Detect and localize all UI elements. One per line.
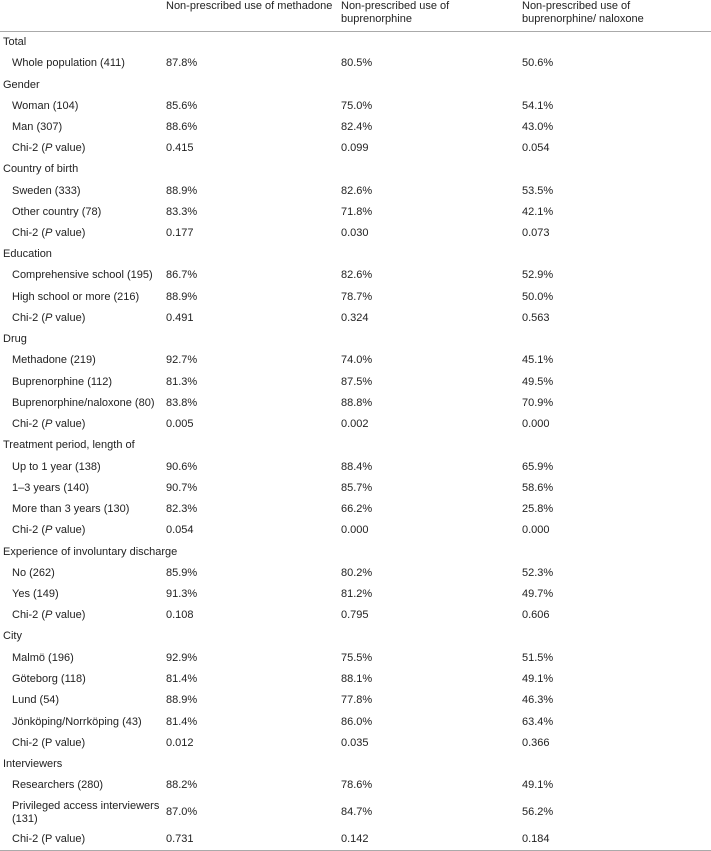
section-title: Interviewers xyxy=(3,757,63,770)
value-cell: 74.0% xyxy=(341,354,373,367)
row-label: Lund (54) xyxy=(12,694,60,707)
value-cell: 0.054 xyxy=(166,524,194,537)
table-row xyxy=(0,562,711,583)
value-cell: 88.9% xyxy=(166,184,198,197)
row-label-suffix: value) xyxy=(52,312,86,325)
row-label: Whole population (411) xyxy=(12,57,125,70)
value-cell: 82.4% xyxy=(341,120,373,133)
value-cell: 0.000 xyxy=(341,524,369,537)
table-row xyxy=(0,308,711,329)
table-row xyxy=(0,477,711,498)
section-row xyxy=(0,626,711,647)
table-row xyxy=(0,286,711,307)
value-cell: 0.415 xyxy=(166,142,194,155)
value-cell: 65.9% xyxy=(522,460,554,473)
row-label-p: P xyxy=(45,524,53,537)
row-label-suffix: value) xyxy=(52,418,86,431)
row-label-p: P xyxy=(45,227,53,240)
value-cell: 50.6% xyxy=(522,57,554,70)
row-label-text: Chi-2 ( xyxy=(12,227,46,240)
row-label: Malmö (196) xyxy=(12,651,74,664)
section-row xyxy=(0,32,711,54)
value-cell: 86.0% xyxy=(341,715,373,728)
table-row xyxy=(0,393,711,414)
section-title: Education xyxy=(3,248,52,261)
table-row xyxy=(0,180,711,201)
row-label: No (262) xyxy=(12,566,55,579)
table-row xyxy=(0,605,711,626)
row-label: Comprehensive school (195) xyxy=(12,269,153,282)
section-title: Country of birth xyxy=(3,163,79,176)
section-title: Drug xyxy=(3,333,27,346)
value-cell: 77.8% xyxy=(341,694,373,707)
table-row xyxy=(0,669,711,690)
value-cell: 56.2% xyxy=(522,806,554,819)
row-label: Göteborg (118) xyxy=(12,672,86,685)
value-cell: 80.2% xyxy=(341,566,373,579)
value-cell: 0.099 xyxy=(341,142,369,155)
value-cell: 54.1% xyxy=(522,99,554,112)
row-label xyxy=(0,223,166,244)
value-cell: 88.1% xyxy=(341,672,373,685)
value-cell: 49.1% xyxy=(522,672,554,685)
row-label: Privileged access interviewers (131) xyxy=(12,800,160,825)
value-cell: 0.177 xyxy=(166,227,194,240)
value-cell: 88.9% xyxy=(166,694,198,707)
row-label: Buprenorphine (112) xyxy=(12,375,113,388)
row-label-text: Chi-2 ( xyxy=(12,524,46,537)
value-cell: 81.2% xyxy=(341,588,373,601)
value-cell: 87.8% xyxy=(166,57,198,70)
value-cell: 0.606 xyxy=(522,609,550,622)
row-label xyxy=(0,138,166,159)
value-cell: 0.054 xyxy=(522,142,550,155)
row-label: Methadone (219) xyxy=(12,354,96,367)
section-row xyxy=(0,74,711,95)
header-cell-buprenorphine-naloxone: Non-prescribed use of buprenorphine/ naloxone xyxy=(522,0,711,32)
value-cell: 87.0% xyxy=(166,806,198,819)
table-row xyxy=(0,829,711,851)
row-label: Woman (104) xyxy=(12,99,79,112)
value-cell: 83.3% xyxy=(166,205,198,218)
value-cell: 0.073 xyxy=(522,227,550,240)
value-cell: 78.7% xyxy=(341,290,373,303)
value-cell: 58.6% xyxy=(522,481,554,494)
value-cell: 81.3% xyxy=(166,375,198,388)
table-row xyxy=(0,690,711,711)
value-cell: 84.7% xyxy=(341,806,373,819)
row-label: Man (307) xyxy=(12,120,63,133)
table-row xyxy=(0,371,711,392)
value-cell: 82.6% xyxy=(341,269,373,282)
value-cell: 0.012 xyxy=(166,736,194,749)
value-cell: 0.108 xyxy=(166,609,194,622)
value-cell: 49.7% xyxy=(522,588,554,601)
value-cell: 0.563 xyxy=(522,312,550,325)
row-label-suffix: value) xyxy=(52,609,86,622)
row-label: Jönköping/Norrköping (43) xyxy=(12,715,142,728)
value-cell: 86.7% xyxy=(166,269,198,282)
row-label xyxy=(0,308,166,329)
value-cell: 0.142 xyxy=(341,829,522,851)
section-row xyxy=(0,435,711,456)
value-cell: 66.2% xyxy=(341,503,373,516)
table-row xyxy=(0,201,711,222)
value-cell: 92.7% xyxy=(166,354,198,367)
value-cell: 88.4% xyxy=(341,460,373,473)
row-label-p: P xyxy=(45,418,53,431)
value-cell: 81.4% xyxy=(166,715,198,728)
value-cell: 90.7% xyxy=(166,481,198,494)
section-title: Gender xyxy=(3,78,40,91)
row-label xyxy=(0,605,166,626)
value-cell: 52.3% xyxy=(522,566,554,579)
row-label: Chi-2 (P value) xyxy=(0,829,166,851)
table-row xyxy=(0,456,711,477)
value-cell: 49.5% xyxy=(522,375,554,388)
row-label: Other country (78) xyxy=(12,205,102,218)
value-cell: 0.005 xyxy=(166,418,194,431)
table-row xyxy=(0,775,711,796)
section-title: City xyxy=(3,630,22,643)
section-title: Total xyxy=(3,36,27,49)
row-label xyxy=(0,520,166,541)
row-label-suffix: value) xyxy=(52,142,86,155)
value-cell: 0.035 xyxy=(341,736,369,749)
value-cell: 0.002 xyxy=(341,418,369,431)
value-cell: 45.1% xyxy=(522,354,554,367)
row-label-text: Chi-2 ( xyxy=(12,609,46,622)
row-label-p: P xyxy=(45,142,53,155)
table-row xyxy=(0,350,711,371)
section-title: Experience of involuntary discharge xyxy=(3,545,178,558)
table-row xyxy=(0,732,711,753)
table-row xyxy=(0,584,711,605)
value-cell: 46.3% xyxy=(522,694,554,707)
value-cell: 42.1% xyxy=(522,205,554,218)
value-cell: 0.000 xyxy=(522,524,550,537)
value-cell: 85.7% xyxy=(341,481,373,494)
value-cell: 25.8% xyxy=(522,503,554,516)
value-cell: 0.184 xyxy=(522,829,711,851)
row-label-text: Chi-2 ( xyxy=(12,418,46,431)
value-cell: 75.5% xyxy=(341,651,373,664)
value-cell: 49.1% xyxy=(522,779,554,792)
value-cell: 88.2% xyxy=(166,779,198,792)
value-cell: 91.3% xyxy=(166,588,198,601)
table-row xyxy=(0,414,711,435)
value-cell: 88.6% xyxy=(166,120,198,133)
value-cell: 0.030 xyxy=(341,227,369,240)
value-cell: 0.795 xyxy=(341,609,369,622)
header-cell-buprenorphine: Non-prescribed use of buprenorphine xyxy=(341,0,522,32)
row-label: More than 3 years (130) xyxy=(12,503,130,516)
row-label-suffix: value) xyxy=(52,227,86,240)
row-label-text: Chi-2 ( xyxy=(12,142,46,155)
value-cell: 87.5% xyxy=(341,375,373,388)
row-label: 1–3 years (140) xyxy=(12,481,90,494)
row-label: Researchers (280) xyxy=(12,779,104,792)
value-cell: 52.9% xyxy=(522,269,554,282)
row-label: Buprenorphine/naloxone (80) xyxy=(12,396,155,409)
row-label-p: P xyxy=(45,312,53,325)
table-row xyxy=(0,223,711,244)
header-cell-methadone: Non-prescribed use of methadone xyxy=(166,0,341,32)
row-label-text: Chi-2 ( xyxy=(12,312,46,325)
table-row xyxy=(0,499,711,520)
value-cell: 51.5% xyxy=(522,651,554,664)
value-cell: 83.8% xyxy=(166,396,198,409)
table-row xyxy=(0,138,711,159)
row-label xyxy=(0,414,166,435)
value-cell: 0.366 xyxy=(522,736,550,749)
table-row xyxy=(0,796,711,829)
value-cell: 63.4% xyxy=(522,715,554,728)
section-row xyxy=(0,159,711,180)
table-row xyxy=(0,647,711,668)
table-row xyxy=(0,265,711,286)
value-cell: 80.5% xyxy=(341,57,373,70)
value-cell: 71.8% xyxy=(341,205,373,218)
row-label: Yes (149) xyxy=(12,588,59,601)
table-row xyxy=(0,711,711,732)
value-cell: 50.0% xyxy=(522,290,554,303)
value-cell: 88.9% xyxy=(166,290,198,303)
section-row xyxy=(0,541,711,562)
value-cell: 0.731 xyxy=(166,829,341,851)
row-label: Chi-2 (P value) xyxy=(12,736,86,749)
table-row xyxy=(0,95,711,116)
value-cell: 85.9% xyxy=(166,566,198,579)
table-row xyxy=(0,117,711,138)
table-body xyxy=(0,32,711,851)
value-cell: 85.6% xyxy=(166,99,198,112)
value-cell: 90.6% xyxy=(166,460,198,473)
value-cell: 78.6% xyxy=(341,779,373,792)
table-row xyxy=(0,520,711,541)
value-cell: 81.4% xyxy=(166,672,198,685)
row-label: Up to 1 year (138) xyxy=(12,460,101,473)
value-cell: 43.0% xyxy=(522,120,554,133)
table-row xyxy=(0,53,711,74)
value-cell: 70.9% xyxy=(522,396,554,409)
section-row xyxy=(0,754,711,775)
section-row xyxy=(0,244,711,265)
row-label: Sweden (333) xyxy=(12,184,81,197)
header-row xyxy=(0,0,711,32)
section-title: Treatment period, length of xyxy=(3,439,135,452)
value-cell: 82.3% xyxy=(166,503,198,516)
value-cell: 88.8% xyxy=(341,396,373,409)
value-cell: 92.9% xyxy=(166,651,198,664)
section-row xyxy=(0,329,711,350)
value-cell: 82.6% xyxy=(341,184,373,197)
value-cell: 0.000 xyxy=(522,418,550,431)
value-cell: 0.491 xyxy=(166,312,194,325)
row-label-p: P xyxy=(45,609,53,622)
value-cell: 53.5% xyxy=(522,184,554,197)
value-cell: 75.0% xyxy=(341,99,373,112)
row-label-suffix: value) xyxy=(52,524,86,537)
header-cell-label xyxy=(0,0,166,32)
value-cell: 0.324 xyxy=(341,312,369,325)
row-label: High school or more (216) xyxy=(12,290,140,303)
